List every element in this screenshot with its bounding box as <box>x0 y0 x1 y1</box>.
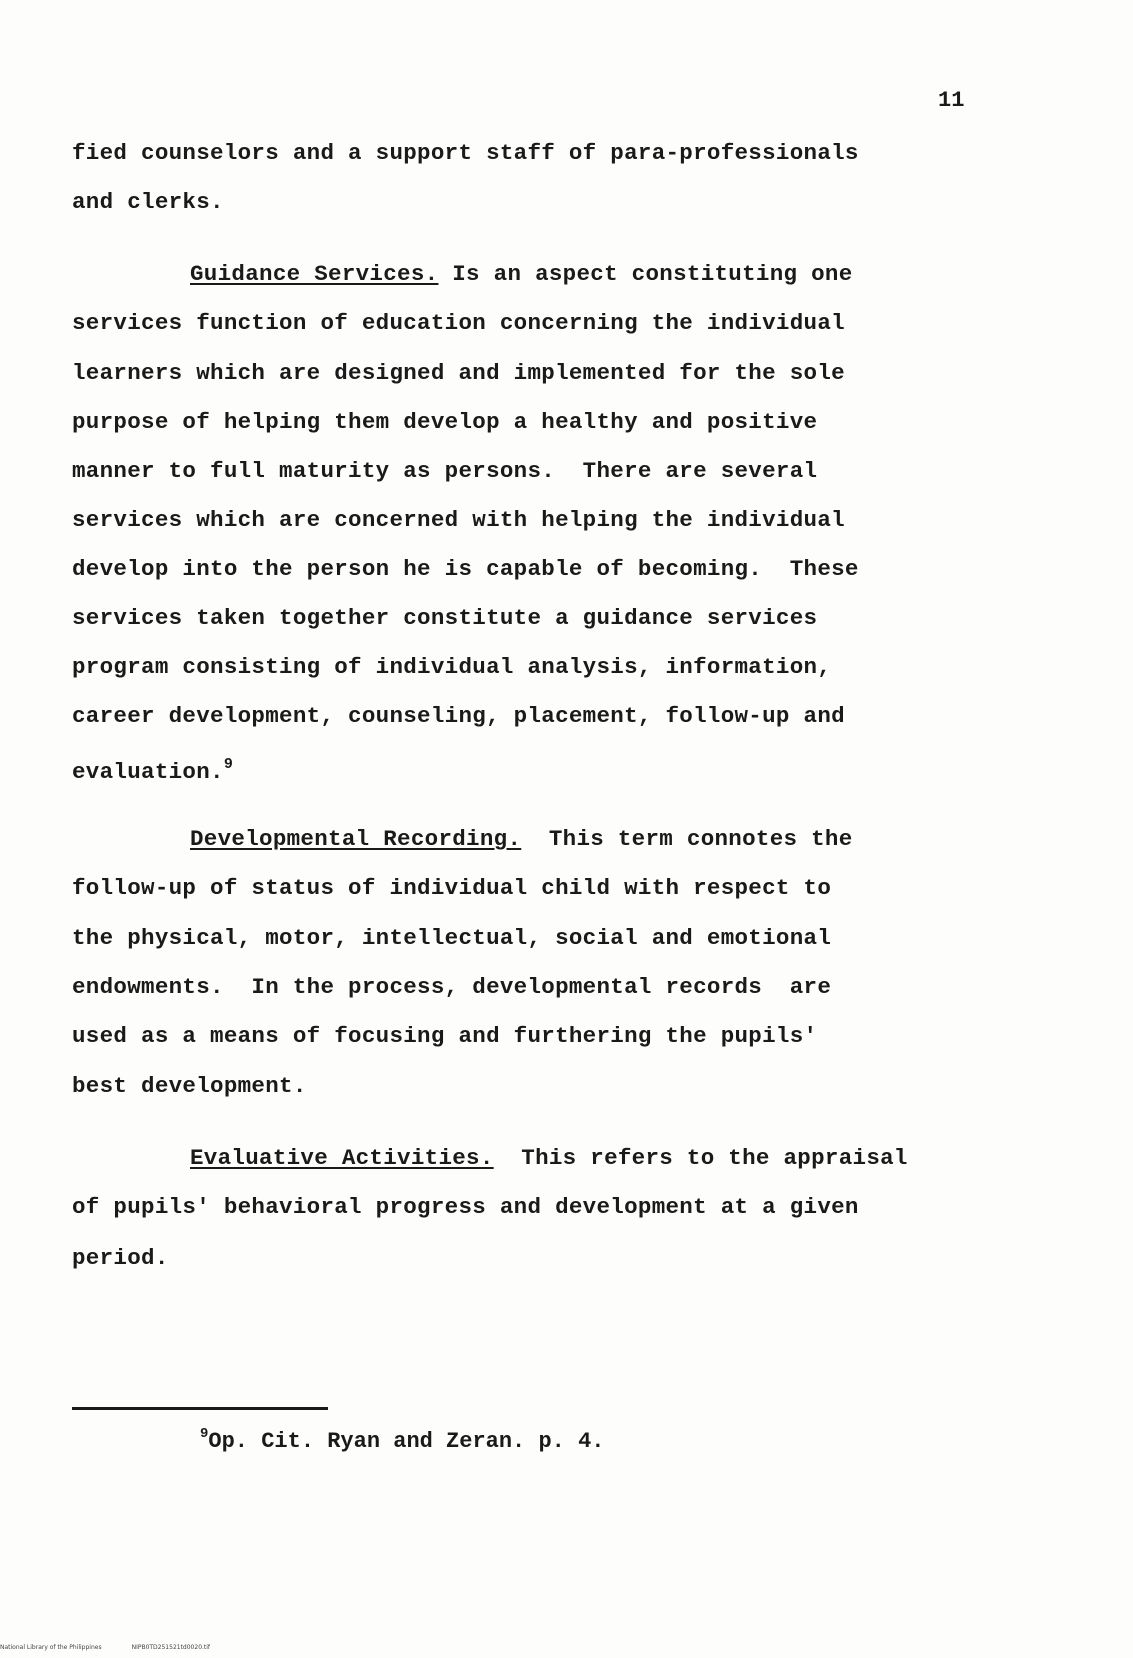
paragraph-2-line: manner to full maturity as persons. There are several <box>72 458 818 484</box>
paragraph-4-first-line-rest: This refers to the appraisal <box>493 1145 908 1171</box>
paragraph-2-line: services which are concerned with helping the individual <box>72 507 845 533</box>
paragraph-3-line: endowments. In the process, developmental records are <box>72 974 832 1000</box>
paragraph-2-line: program consisting of individual analysis, information, <box>72 654 832 680</box>
archive-stamp-library: National Library of the Philippines <box>0 1644 102 1651</box>
archive-stamp <box>0 1644 240 1651</box>
paragraph-4-line: period. <box>72 1245 169 1271</box>
guidance-services-heading: Guidance Services. <box>190 261 439 287</box>
paragraph-2-line: purpose of helping them develop a healthy and positive <box>72 409 818 435</box>
footnote-text: Op. Cit. Ryan and Zeran. p. 4. <box>208 1429 605 1454</box>
paragraph-2-last-text: evaluation. <box>72 759 224 785</box>
paragraph-3-line: follow-up of status of individual child with respect to <box>72 875 832 901</box>
paragraph-3-line: used as a means of focusing and furthering the pupils' <box>72 1023 818 1049</box>
footnote-divider <box>72 1407 328 1410</box>
paragraph-2-first-line-rest: Is an aspect constituting one <box>438 261 853 287</box>
paragraph-3-line: best development. <box>72 1073 307 1099</box>
archive-stamp-filename: NIPB0TD251521td0020.tif <box>131 1644 211 1651</box>
paragraph-2-line: services taken together constitute a guidance services <box>72 605 818 631</box>
paragraph-2-line: services function of education concerning the individual <box>72 310 845 336</box>
paragraph-3-first-line-rest: This term connotes the <box>521 826 853 852</box>
developmental-recording-heading: Developmental Recording. <box>190 826 522 852</box>
paragraph-2-line: career development, counseling, placement, follow-up and <box>72 703 845 729</box>
page-number: 11 <box>938 88 965 113</box>
paragraph-1-line-2: and clerks. <box>72 189 224 215</box>
paragraph-2-last-line <box>72 757 233 784</box>
paragraph-3-first-line <box>190 828 853 851</box>
footnote <box>200 1426 604 1454</box>
evaluative-activities-heading: Evaluative Activities. <box>190 1145 494 1171</box>
paragraph-4-first-line <box>190 1147 908 1170</box>
paragraph-2-line: learners which are designed and implemented for the sole <box>72 360 845 386</box>
paragraph-3-line: the physical, motor, intellectual, social and emotional <box>72 925 832 951</box>
paragraph-4-line: of pupils' behavioral progress and development at a given <box>72 1194 859 1220</box>
footnote-number: 9 <box>200 1426 209 1442</box>
paragraph-2-line: develop into the person he is capable of becoming. These <box>72 556 859 582</box>
paragraph-2-first-line <box>190 263 853 286</box>
paragraph-1-line-1: fied counselors and a support staff of para-professionals <box>72 140 859 166</box>
footnote-reference: 9 <box>223 756 234 773</box>
